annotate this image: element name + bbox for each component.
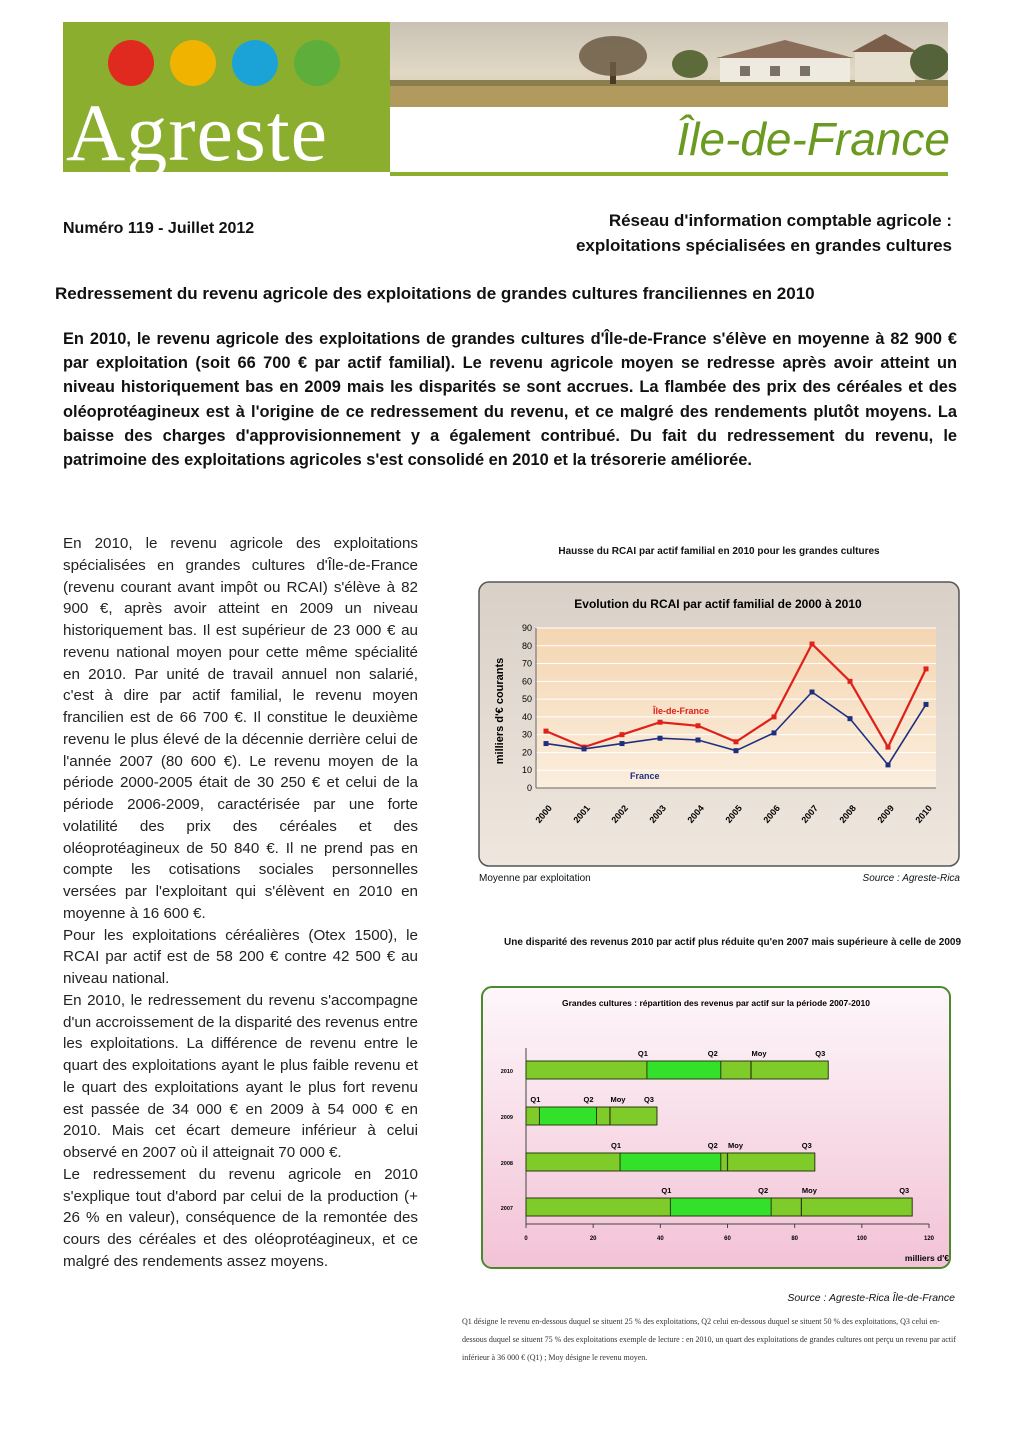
blue-dot-logo [232, 40, 278, 86]
y-tick-label: 30 [521, 729, 532, 740]
x-tick-label: 80 [791, 1236, 799, 1242]
bar-q1-q2 [539, 1107, 596, 1125]
countryside-photo [390, 22, 948, 107]
x-tick-label: 2007 [799, 803, 820, 825]
bar-q1-q2 [670, 1198, 771, 1216]
header-rule [390, 172, 948, 176]
x-tick-label: 2001 [571, 803, 592, 825]
category-label: 2007 [500, 1206, 513, 1212]
header-photo [390, 22, 948, 107]
bar-chart-svg [481, 986, 951, 1269]
body-paragraph: En 2010, le redressement du revenu s'accompagne d'un accroissement de la disparité des revenus entre les exploitations. La différence de revenu entre le quart des exploitations ayant le plus faible revenu et le quart des exploitations ayant le plus fort revenu est passée de 34 000 € en 2009 à 54 000 € en 2010. Mais cet écart demeure inférieur à celui observé en 2007 où il atteignait 70 000 €. [63, 991, 418, 1161]
x-tick-label: 20 [589, 1236, 597, 1242]
x-tick-label: 100 [856, 1236, 867, 1242]
article-headline: Redressement du revenu agricole des exploitations de grandes cultures franciliennes en 2010 [55, 284, 815, 303]
x-tick-label: 2010 [913, 803, 934, 825]
x-tick-label: 2006 [761, 803, 782, 825]
quartile-label-moy: Moy [728, 1141, 743, 1150]
issue-number: Numéro 119 - Juillet 2012 [63, 220, 255, 237]
quartile-label-q3: Q3 [815, 1049, 826, 1058]
bar-q1-q2 [620, 1153, 721, 1171]
bar-chart [481, 986, 951, 1269]
chart1-ylabel: milliers d'€ courants [494, 657, 506, 765]
quartile-label-q2: Q2 [707, 1141, 718, 1150]
category-label: 2009 [500, 1115, 513, 1121]
data-point [658, 720, 663, 725]
data-point [810, 642, 815, 647]
quartile-label-moy: Moy [801, 1186, 817, 1195]
body-paragraph: En 2010, le revenu agricole des exploitations spécialisées en grandes cultures d'Île-de-France (revenu courant avant impôt ou RCAI) s'élève à 82 900 €, après avoir atteint en 2009 un niveau historiquement bas. Il est supérieur de 23 000 € au revenu national moyen pour cette même spécialité en 2010. Par unité de travail annuel non salarié, c'est à dire par actif familial, le revenu moyen francilien est de 66 700 €. Il constitue le deuxième revenu le plus élevé de la décennie derrière celui de l'année 2007 (80 600 €). Le revenu moyen de la période 2000-2005 était de 30 250 € et celui de la période 2006-2009, caractérisée par une forte volatilité des prix des céréales et des oléoprotéagineux de 50 840 €. Il ne prend pas en compte les cotisations sociales personnelles versées par l'exploitant qui s'élèvent en 2010 en moyenne à 16 600 €. [63, 535, 418, 922]
quartile-label-q3: Q3 [643, 1095, 654, 1104]
data-point [734, 739, 739, 744]
data-point [582, 746, 587, 751]
article-lead: En 2010, le revenu agricole des exploitations de grandes cultures d'Île-de-France s'élève en moyenne à 82 900 € par exploitation (soit 66 700 € par actif familial). Le revenu agricole moyen se redresse après avoir atteint un niveau historiquement bas en 2009 mais les disparités se sont accrues. La flambée des prix des céréales et des oléoprotéagineux est à l'origine de ce redressement du revenu, et ce malgré des rendements plutôt moyens. La baisse des charges d'approvisionnement y a également contribué. Du fait du redressement du revenu, le patrimoine des exploitations agricoles s'est consolidé en 2010 et la trésorerie améliorée. [63, 330, 957, 470]
data-point [772, 730, 777, 735]
x-tick-label: 120 [923, 1236, 935, 1242]
line-chart-svg [478, 581, 960, 867]
x-tick-label: 2003 [647, 803, 668, 825]
figure1-caption: Hausse du RCAI par actif familial en 2010 pour les grandes cultures [558, 546, 880, 557]
data-point [924, 666, 929, 671]
quartile-label-q1: Q1 [661, 1186, 672, 1195]
article-body [63, 533, 418, 1273]
chart1-title: Evolution du RCAI par actif familial de 2000 à 2010 [574, 597, 862, 611]
line-chart [478, 581, 960, 867]
bar-q1-q2 [647, 1061, 721, 1079]
quartile-label-q3: Q3 [899, 1186, 910, 1195]
data-point [544, 741, 549, 746]
chart2-title: Grandes cultures : répartition des revenus par actif sur la période 2007-2010 [561, 998, 871, 1008]
quartile-label-q3: Q3 [801, 1141, 812, 1150]
data-point [886, 762, 891, 767]
data-point [848, 716, 853, 721]
x-tick-label: 40 [656, 1236, 664, 1242]
y-tick-label: 90 [521, 623, 532, 633]
body-paragraph: Pour les exploitations céréalières (Otex 1500), le RCAI par actif est de 58 200 € contre 42 500 € au niveau national. [63, 926, 418, 987]
y-tick-label: 70 [521, 658, 532, 669]
quartile-label-q2: Q2 [707, 1049, 718, 1058]
data-point [544, 729, 549, 734]
brand-logo: Agreste [66, 87, 329, 178]
data-point [620, 741, 625, 746]
quartile-label-q1: Q1 [637, 1049, 648, 1058]
body-paragraph: Le redressement du revenu agricole en 2010 s'explique tout d'abord par celui de la production (+ 26 % en valeur), conséquence de la remontée des cours des céréales et des oléoprotéagineux, et ce malgré des rendements assez moyens. [63, 1165, 418, 1270]
quartile-label-q2: Q2 [583, 1095, 594, 1104]
red-dot-logo [108, 40, 154, 86]
x-tick-label: 0 [524, 1236, 528, 1242]
series-label-idf: Île-de-France [653, 706, 710, 716]
y-tick-label: 50 [521, 694, 532, 705]
y-tick-label: 20 [521, 747, 532, 758]
chart2-xlabel: milliers d'€ [904, 1253, 949, 1263]
data-point [886, 745, 891, 750]
data-point [848, 679, 853, 684]
series-label-france: France [630, 771, 660, 781]
data-point [658, 736, 663, 741]
quartile-label-q1: Q1 [611, 1141, 622, 1150]
data-point [810, 690, 815, 695]
x-tick-label: 2002 [609, 803, 630, 825]
x-tick-label: 2004 [685, 803, 706, 825]
category-label: 2010 [500, 1069, 513, 1075]
y-tick-label: 10 [521, 765, 532, 776]
data-point [696, 738, 701, 743]
figure1-source: Source : Agreste-Rica [862, 873, 960, 884]
quartile-label-q1: Q1 [530, 1095, 541, 1104]
figure1-footnote: Moyenne par exploitation [479, 873, 591, 884]
data-point [620, 732, 625, 737]
x-tick-label: 2000 [533, 803, 554, 825]
category-label: 2008 [500, 1161, 513, 1167]
y-tick-label: 40 [521, 711, 532, 722]
quartile-label-moy: Moy [610, 1095, 626, 1104]
data-point [734, 748, 739, 753]
x-tick-label: 2008 [837, 803, 858, 825]
data-point [924, 702, 929, 707]
x-tick-label: 2009 [875, 803, 896, 825]
green-dot-logo [294, 40, 340, 86]
y-tick-label: 60 [521, 676, 532, 687]
x-tick-label: 2005 [723, 803, 744, 825]
figure2-source: Source : Agreste-Rica Île-de-France [787, 1292, 955, 1304]
y-tick-label: 0 [526, 783, 532, 793]
series-title-line-2: exploitations spécialisées en grandes cultures [575, 236, 952, 255]
quartile-label-q2: Q2 [758, 1186, 769, 1195]
y-tick-label: 80 [521, 640, 532, 651]
yellow-dot-logo [170, 40, 216, 86]
region-title: Île-de-France [676, 113, 950, 165]
figure2-caption: Une disparité des revenus 2010 par actif plus réduite qu'en 2007 mais supérieure à celle de 2009 [503, 937, 962, 948]
series-title [450, 208, 952, 258]
data-point [696, 723, 701, 728]
quartile-label-moy: Moy [751, 1049, 767, 1058]
data-point [772, 714, 777, 719]
series-title-line-1: Réseau d'information comptable agricole : [608, 211, 952, 230]
figure2-note: Q1 désigne le revenu en-dessous duquel se situent 25 % des exploitations, Q2 celui en-dessous duquel se situent 50 % des exploitations, Q3 celui en-dessous duquel se situent 75 % des exploitations exemple de lecture : en 2010, un quart des exploitations de grandes cultures ont perçu un revenu par actif inférieur à 36 000 € (Q1) ; Moy désigne le revenu moyen. [462, 1317, 956, 1362]
x-tick-label: 60 [724, 1236, 731, 1242]
